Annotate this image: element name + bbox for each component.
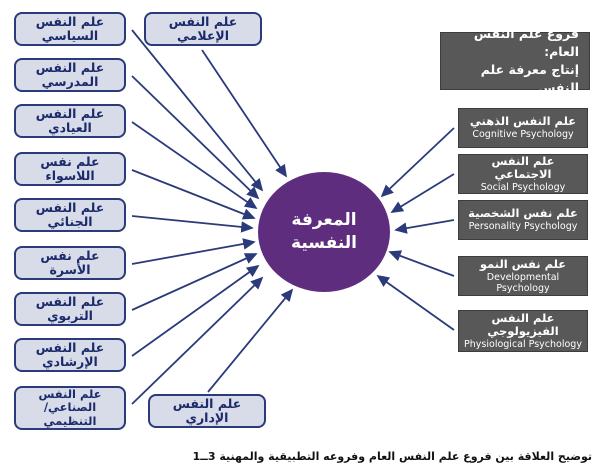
branch-label: علم النفس السياسي (35, 13, 105, 43)
arrow-4 (132, 216, 252, 228)
branch-box (14, 246, 126, 280)
caption-text: توضيح العلاقة بين فروع علم النفس العام وفروعه التطبيقية والمهنية (219, 450, 592, 463)
branch-box (14, 292, 126, 326)
branch-label: علم النفس الجنائي (35, 199, 105, 229)
title-line-1: فروع علم النفس العام: (473, 25, 579, 59)
branch-box (14, 152, 126, 186)
branch-box (14, 198, 126, 232)
core-branch-label-ar: علم النفس الفيزيولوجي (487, 310, 559, 339)
branch-box (14, 12, 126, 46)
core-branch-label-en: Social Psychology (480, 182, 566, 194)
branch-box (148, 394, 266, 428)
branch-label: علم نفس الأسرة (40, 247, 100, 277)
core-branch-label-ar: علم النفس الاجتماعي (491, 153, 555, 182)
arrow-15 (378, 276, 454, 330)
branch-label: علم النفس الإرشادي (35, 339, 105, 369)
core-branch-label-ar: علم النفس الذهني (469, 114, 577, 129)
core-branch-box (458, 154, 588, 194)
core-branch-label-ar: علم نفس النمو (479, 256, 567, 271)
branch-box (144, 12, 262, 46)
core-branch-label-en: Personality Psychology (468, 221, 578, 233)
core-branch-box (458, 108, 588, 148)
branch-box (14, 338, 126, 372)
branch-box (14, 58, 126, 92)
branch-label: علم نفس اللاسواء (40, 153, 100, 183)
core-branch-box (458, 310, 588, 352)
arrow-10 (208, 290, 292, 392)
center-label-line-1: المعرفة (291, 210, 357, 231)
branch-label: علم النفس الإداري (172, 395, 242, 425)
core-branch-box (458, 200, 588, 240)
center-node (258, 172, 390, 292)
title-line-2: إنتاج معرفة علم النفس (480, 62, 579, 96)
core-branch-label-en: Physiological Psychology (464, 339, 582, 351)
title-box (440, 25, 590, 96)
branch-label: علم النفس التربوي (35, 293, 105, 323)
branch-label: علم النفس الصناعي/التنظيمي (38, 387, 102, 428)
branch-box (14, 386, 126, 430)
core-branch-label-en: Cognitive Psychology (472, 129, 574, 141)
arrow-11 (382, 128, 454, 196)
arrow-1 (132, 76, 258, 198)
core-branch-label-en: Developmental Psychology (486, 271, 560, 294)
caption-number: 3ــ1 (192, 450, 216, 463)
branch-box (14, 104, 126, 138)
core-branch-box (458, 256, 588, 296)
arrow-14 (390, 252, 454, 276)
arrow-12 (392, 174, 454, 212)
branch-label: علم النفس العيادي (35, 105, 105, 135)
branch-label: علم النفس المدرسي (35, 59, 105, 89)
center-label-line-2: النفسية (291, 233, 357, 253)
arrow-13 (396, 220, 454, 230)
arrow-5 (132, 242, 254, 264)
core-branch-label-ar: علم نفس الشخصية (468, 206, 578, 221)
figure-caption (183, 450, 592, 463)
branch-label: علم النفس الإعلامي (168, 13, 238, 43)
